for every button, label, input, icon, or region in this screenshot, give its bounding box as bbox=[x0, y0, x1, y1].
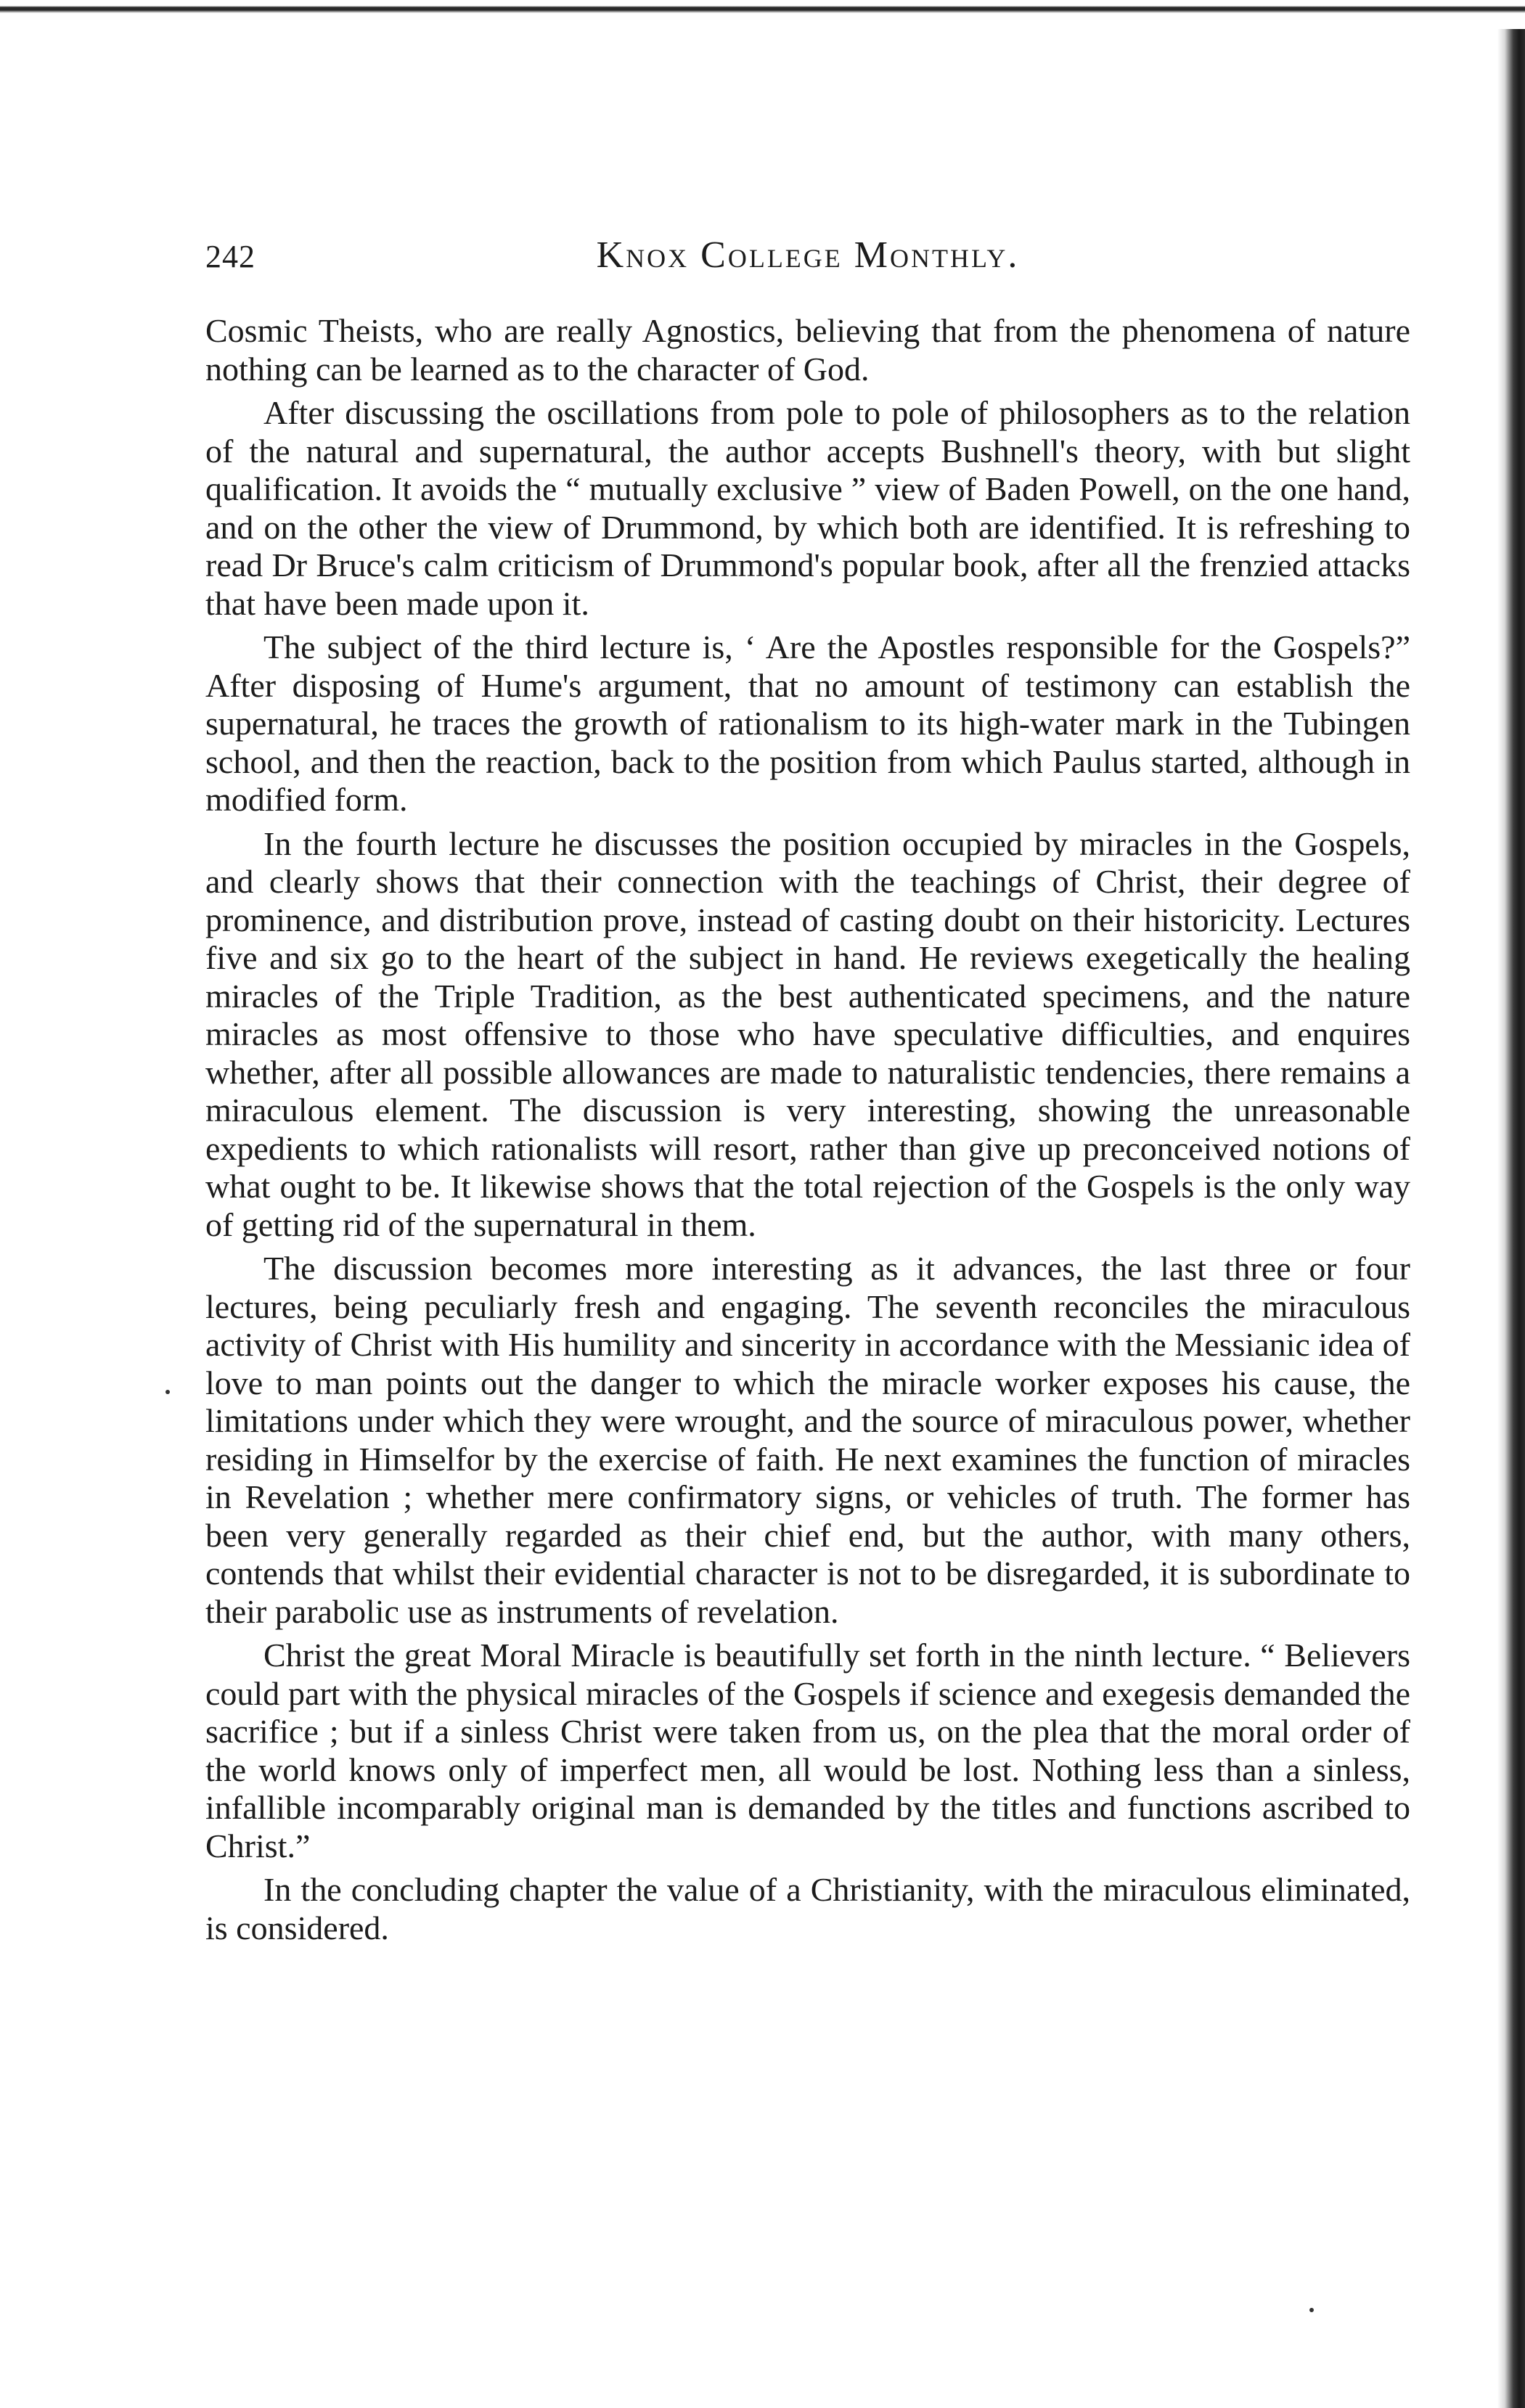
right-scan-edge bbox=[1497, 29, 1525, 2408]
paragraph: The subject of the third lecture is, ‘ Are the Apostles responsible for the Gospels?” After disposing of Hume's argument, that no amount of testimony can establish the supernatural, he traces the growth of rationalism to its high-water mark in the Tubingen school, and then the reaction, back to the position from which Paulus started, although in modified form. bbox=[205, 628, 1410, 818]
paragraph: The discussion becomes more interesting as it advances, the last three or four lectures, being peculiarly fresh and engaging. The seventh reconciles the miraculous activity of Christ with His humility and sincerity in accordance with the Messianic idea of love to man points out the danger to which the miracle worker exposes his cause, the limitations under which they were wrought, and the source of miraculous power, whether residing in Himselfor by the exercise of faith. He next examines the function of miracles in Revelation ; whether mere confirmatory signs, or vehicles of truth. The former has been very generally regarded as their chief end, but the author, with many others, contends that whilst their evidential character is not to be disregarded, it is subordinate to their parabolic use as instruments of revelation. bbox=[205, 1250, 1410, 1630]
paragraph: Cosmic Theists, who are really Agnostics, believing that from the phenomena of nature nothing can be learned as to the character of God. bbox=[205, 312, 1410, 388]
paragraph: In the concluding chapter the value of a Christianity, with the miraculous eliminated, is considered. bbox=[205, 1871, 1410, 1946]
running-head bbox=[205, 218, 1410, 287]
body-text bbox=[205, 312, 1410, 1947]
margin-speck bbox=[1309, 2308, 1314, 2312]
paragraph: In the fourth lecture he discusses the position occupied by miracles in the Gospels, and clearly shows that their connection with the teachings of Christ, their degree of prominence, and distribution prove, instead of casting doubt on their historicity. Lectures five and six go to the heart of the subject in hand. He reviews exegetically the healing miracles of the Triple Tradition, as the best authenticated specimens, and the nature miracles as most offensive to those who have speculative difficulties, and enquires whether, after all possible allowances are made to naturalistic tendencies, there remains a miraculous element. The discussion is very interesting, showing the unreasonable expedients to which rationalists will resort, rather than give up preconceived notions of what ought to be. It likewise shows that the total rejection of the Gospels is the only way of getting rid of the supernatural in them. bbox=[205, 824, 1410, 1243]
paragraph: Christ the great Moral Miracle is beautifully set forth in the ninth lecture. “ Believers could part with the physical miracles of the Gospels if science and exegesis demanded the sacrifice ; but if a sinless Christ were taken from us, on the plea that the moral order of the world knows only of imperfect men, all would be lost. Nothing less than a sinless, infallible incomparably original man is demanded by the titles and functions ascribed to Christ.” bbox=[205, 1637, 1410, 1864]
top-scan-rule bbox=[0, 0, 1525, 32]
paragraph: After discussing the oscillations from pole to pole of philosophers as to the relation of the natural and supernatural, the author accepts Bushnell's theory, with but slight qualification. It avoids the “ mutually exclusive ” view of Baden Powell, on the one hand, and on the other the view of Drummond, by which both are identified. It is refreshing to read Dr Bruce's calm criticism of Drummond's popular book, after all the frenzied attacks that have been made upon it. bbox=[205, 394, 1410, 622]
document-page bbox=[205, 218, 1410, 1953]
journal-title: Knox College Monthly. bbox=[596, 234, 1020, 276]
page-number: 242 bbox=[205, 239, 255, 274]
margin-speck bbox=[165, 1390, 170, 1394]
